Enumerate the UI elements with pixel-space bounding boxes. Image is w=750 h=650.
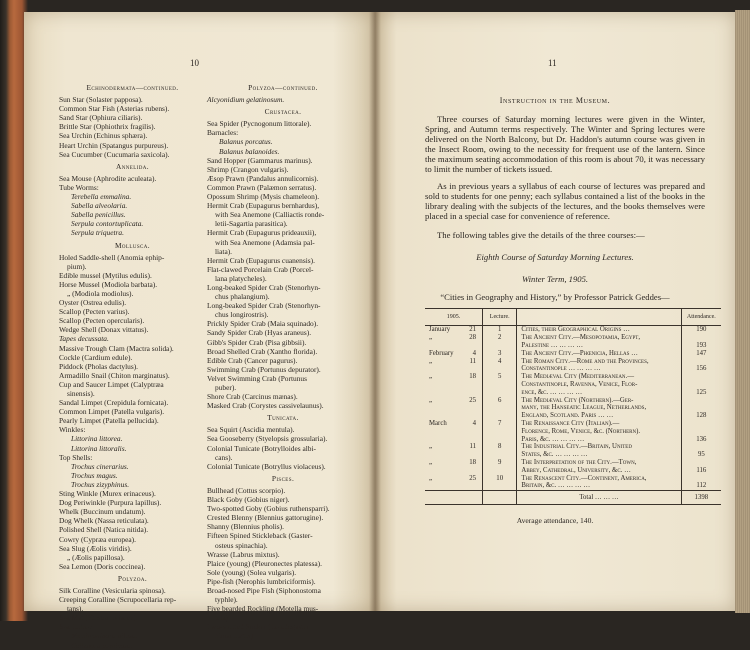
list-item: Cowry (Cypræa europea). [59, 534, 136, 544]
list-item: tans). [67, 604, 84, 614]
attendance-cell [682, 443, 721, 459]
list-item: chus longirostris). [215, 310, 269, 320]
subject-line: The Roman City.—Rome and the Provinces, [521, 357, 649, 365]
list-item: Tapes decussata. [59, 334, 109, 344]
date-cell [425, 358, 482, 366]
list-item: Flat-clawed Porcelain Crab (Porcel- [207, 264, 314, 274]
list-item: Sea Squirt (Ascidia mentula). [207, 425, 295, 435]
list-item: Cellepora pumicosa. [71, 640, 133, 650]
list-item: Common Prawn (Palæmon serratus). [207, 182, 317, 192]
list-item: Massive Trough Clam (Mactra solida). [59, 343, 174, 353]
list-item: Trochus zizyphinus. [71, 479, 130, 489]
subject-line: The Ancient City.—Phœnicia, Hellas … [521, 349, 638, 357]
list-item: Cup and Saucer Limpet (Calyptræa [59, 379, 164, 389]
attendance-cell [682, 475, 721, 491]
paragraph-3: The following tables give the details of the three courses:— [437, 230, 645, 240]
list-item: Alcyonidium gelatinosum. [207, 95, 285, 105]
list-item: lana platycheles). [215, 273, 267, 283]
course-heading: Eighth Course of Saturday Morning Lectures. [476, 252, 634, 262]
table-row [425, 397, 721, 420]
list-item: Polished Shell (Natica nitida). [59, 525, 149, 535]
list-item: Common Limpet (Patella vulgaris). [59, 407, 165, 417]
date-day: 4 [472, 419, 476, 427]
date-month: „ [429, 474, 433, 482]
attendance-value: 112 [696, 482, 707, 490]
subject-line: The Renaissance City (Italian).— [521, 419, 620, 427]
date-day: 18 [469, 458, 476, 466]
list-item: Sabella alveolaria. [71, 201, 128, 211]
list-item: Littorina littoralis. [71, 443, 127, 453]
date-cell [425, 475, 482, 483]
subject-line: The Industrial City.—Britain, United [521, 443, 632, 451]
list-item: Sea Gooseberry (Styelopsis grossularia). [207, 434, 328, 444]
list-item: Sting Winkle (Murex erinaceus). [59, 489, 156, 499]
subject-line: many, the Hanseatic League, Netherlands, [521, 404, 647, 412]
list-item: Terebella emmalina. [71, 192, 132, 202]
section-title: Instruction in the Museum. [499, 96, 611, 105]
date-month: „ [429, 458, 433, 466]
attendance-cell [682, 350, 721, 358]
list-item: Long-beaked Spider Crab (Stenorhyn- [207, 282, 321, 292]
list-item: letii-Sagartia parasitica). [215, 219, 288, 229]
subject-line: The Mediæval City (Northern).—Ger- [521, 396, 634, 404]
species-column-2 [207, 80, 359, 641]
list-item: Five bearded Rockling (Motella mus- [207, 604, 319, 614]
section-heading: Mollusca. [114, 240, 151, 250]
list-item: Sea Lemon (Doris coccinea). [59, 561, 146, 571]
section-heading: Tunicata. [267, 413, 299, 423]
section-heading: Echinodermata—continued. [86, 83, 179, 92]
subject-line: The Interpretation of the City.—Town, [521, 458, 637, 466]
table-row [425, 475, 721, 491]
list-item: Armadillo Snail (Chiton marginatus). [59, 370, 170, 380]
table-body [425, 326, 721, 490]
lecture-subject [517, 350, 681, 358]
subject-line: The Mediæval City (Mediterranean.— [521, 373, 635, 381]
lecture-number: 3 [482, 350, 517, 358]
list-item: Gibb's Spider Crab (Pisa gibbsii). [207, 337, 307, 347]
list-item: Barnacles: [207, 128, 239, 138]
date-month: „ [429, 357, 433, 365]
table-total-row [425, 490, 721, 504]
term-heading: Winter Term, 1905. [521, 274, 589, 284]
list-item: Velvet Swimming Crab (Portunus [207, 373, 307, 383]
attendance-value: 116 [696, 466, 707, 474]
list-item: pium). [67, 261, 87, 271]
header-attendance: Attendance. [686, 314, 716, 320]
lecture-number: 4 [482, 358, 517, 374]
paragraph-2: As in previous years a syllabus of each course of lectures was prepared and sold to students for one penny; each syllabus contained a list of the books in the library dealing with the subjects of the lectures, and the books themselves were placed in a special case for convenience of reference. [425, 181, 705, 222]
subject-line: ence, &c. … … … … [521, 388, 583, 396]
list-item: Pearly Limpet (Patella pellucida). [59, 416, 159, 426]
date-day: 21 [469, 326, 476, 333]
attendance-cell [682, 373, 721, 396]
list-item: Balanus balanoides. [219, 146, 280, 156]
table-row [425, 420, 721, 443]
book-gutter [369, 12, 381, 611]
date-day: 28 [469, 334, 476, 341]
list-item: Sand Hopper (Gammarus marinus). [207, 155, 313, 165]
paragraph-1: Three courses of Saturday morning lectures were given in the Winter, Spring, and Autumn terms respectively. The Winter and Spring lectures were delivered on the North Balcony, but Dr. Haddon's autumn course was given in the Insect Room, owing to the necessity for frequent use of the lantern. Since the maximum seating accommodation of this room is about 70, it was necessary to limit the number of tickets issued. [425, 114, 705, 175]
date-day: 4 [472, 349, 476, 357]
list-item: Bullhead (Cottus scorpio). [207, 485, 286, 495]
table-row [425, 334, 721, 350]
attendance-value: 147 [696, 349, 707, 357]
date-month: January [429, 326, 451, 333]
page-number-right: 11 [548, 58, 557, 68]
lecture-subject [517, 420, 681, 443]
list-item: Colonial Tunicate (Botryllus violaceus). [207, 461, 326, 471]
date-month: March [429, 419, 447, 427]
list-item: tela). [215, 613, 230, 623]
lecture-number: 7 [482, 420, 517, 443]
subject-line: States, &c. … … … … [521, 451, 588, 459]
list-item: Sea Urchin (Echinus sphæra). [59, 131, 148, 141]
list-item: Silk Coralline (Vesicularia spinosa). [59, 585, 166, 595]
table-row [425, 443, 721, 459]
attendance-cell [682, 397, 721, 420]
list-item: Hermit Crab (Eupagurus prideauxii), [207, 228, 317, 238]
subject-line: Britain, &c. … … … … [521, 482, 591, 490]
page-number-left: 10 [190, 58, 199, 68]
date-cell [425, 334, 482, 342]
list-item: Fifteen Spined Stickleback (Gaster- [207, 531, 313, 541]
list-item: Sole (young) (Solea vulgaris). [207, 567, 297, 577]
section-heading: Polyzoa—continued. [248, 83, 318, 92]
lecture-number: 8 [482, 443, 517, 459]
subject-line: Florence, Rome, Venice, &c. (Northern). [521, 427, 641, 435]
list-item: Tube Worms: [59, 182, 99, 192]
list-item: Top Shells: [59, 452, 93, 462]
date-month: „ [429, 334, 433, 341]
list-item: Cockle (Cardium edule). [59, 352, 133, 362]
attendance-value: 136 [696, 435, 707, 443]
date-cell [425, 443, 482, 451]
list-item: Sea Spider (Pycnogonum littorale). [207, 119, 312, 129]
total-value: 1398 [694, 494, 709, 502]
list-item: Wedge Shell (Donax vittatus). [59, 325, 149, 335]
subject-line: Palestine … … … … [521, 341, 584, 349]
date-cell [425, 350, 482, 358]
list-item: Swimming Crab (Portunus depurator). [207, 364, 321, 374]
list-item: Scallop (Pecten varius). [59, 307, 130, 317]
subject-line: Cities, their Geographical Origins … [521, 326, 630, 333]
list-item: osteus spinachia). [215, 540, 268, 550]
lecture-number: 1 [482, 326, 517, 334]
list-item: Whelk (Buccinum undatum). [59, 507, 146, 517]
section-heading: Annelida. [115, 161, 149, 171]
table-row [425, 350, 721, 358]
date-cell [425, 459, 482, 467]
species-column-1 [59, 80, 206, 650]
list-item: Trochus magus. [71, 470, 118, 480]
attendance-value: 95 [697, 451, 705, 459]
lecture-subject [517, 326, 681, 334]
list-item: „ (Æolis papillosa). [67, 552, 125, 562]
list-item: Sea Mouse (Aphrodite aculeata). [59, 173, 157, 183]
list-item: Æsop Prawn (Pandalus annulicornis). [207, 173, 319, 183]
list-item: Sea Lichen: [59, 622, 95, 632]
list-item: Trochus cinerarius. [71, 461, 129, 471]
date-month: „ [429, 373, 433, 381]
date-month: „ [429, 443, 433, 451]
list-item: „ (Modiola modiolus). [67, 288, 134, 298]
list-item: Heart Urchin (Spatangus purpureus). [59, 140, 169, 150]
list-item: Plaice (young) (Pleuronectes platessa). [207, 558, 322, 568]
attendance-value: 193 [696, 341, 707, 349]
date-cell [425, 373, 482, 381]
lecture-number: 2 [482, 334, 517, 350]
list-item: Littorina littorea. [71, 434, 123, 444]
date-day: 25 [469, 396, 476, 404]
list-item: Black Goby (Gobius niger). [207, 495, 290, 505]
list-item: Sandal Limpet (Crepidula fornicata). [59, 398, 169, 408]
subject-line: The Ancient City.—Mesopotamia, Egypt, [521, 334, 641, 341]
header-lecture: Lecture. [482, 309, 517, 325]
attendance-cell [682, 459, 721, 475]
lecture-subject [517, 397, 681, 420]
list-item: sinensis). [67, 389, 95, 398]
list-item: Colonial Tunicate (Botrylloides albi- [207, 443, 317, 453]
list-item: Two-spotted Goby (Gobius ruthensparri). [207, 504, 330, 514]
list-item: cans). [215, 452, 233, 462]
list-item: Edible Crab (Cancer pagurus). [207, 355, 298, 365]
list-item: Sand Star (Ophiura ciliaris). [59, 113, 143, 123]
list-item: Prickly Spider Crab (Maia squinado). [207, 319, 319, 329]
list-item: Holed Saddle-shell (Anomia ephip- [59, 252, 165, 262]
list-item: typhle). [215, 595, 238, 605]
lecture-subject [517, 475, 681, 491]
list-item: Serpula triquetra. [71, 228, 124, 238]
list-item: Hermit Crab (Eupagurus bernhardus), [207, 201, 320, 211]
list-item: Common Star Fish (Asterias rubens). [59, 104, 170, 114]
lecture-subject [517, 459, 681, 475]
date-day: 25 [469, 474, 476, 482]
lecture-subject [517, 373, 681, 396]
list-item: Membranipora pilosa. [71, 631, 138, 641]
attendance-value: 156 [696, 365, 707, 373]
list-item: Broad-nosed Pipe Fish (Siphonostoma [207, 585, 321, 595]
list-item: Dog Whelk (Nassa reticulata). [59, 516, 149, 526]
list-item: Wrasse (Labrus mixtus). [207, 549, 280, 559]
list-item: Masked Crab (Corystes cassivelaunus). [207, 401, 324, 411]
attendance-value: 190 [696, 326, 707, 334]
list-item: Two-spotted Sucker (Lepidogaster [207, 622, 310, 632]
lecture-number: 6 [482, 397, 517, 420]
date-day: 11 [469, 357, 476, 365]
date-month: February [429, 349, 454, 357]
list-item: puber). [215, 383, 237, 392]
lecture-subject [517, 443, 681, 459]
header-date: 1905. [446, 314, 461, 320]
subject-line: Abbey, Cathedral, University, &c. … [521, 466, 631, 474]
lecture-number: 10 [482, 475, 517, 491]
total-label: Total … … … [517, 491, 681, 504]
list-item: Shanny (Blennius pholis). [207, 522, 284, 532]
list-item: liata). [215, 246, 233, 256]
date-day: 18 [469, 373, 476, 381]
list-item: Winkles: [59, 425, 86, 435]
table-header [425, 309, 721, 326]
list-item: Horse Mussel (Modiola barbata). [59, 279, 158, 289]
page-edges [735, 10, 750, 613]
list-item: Scallop (Pecten opercularis). [59, 316, 145, 326]
attendance-value: 125 [696, 388, 707, 396]
lecture-number: 9 [482, 459, 517, 475]
table-row [425, 373, 721, 396]
list-item: Brittle Star (Ophiothrix fragilis). [59, 122, 156, 132]
lecture-number: 5 [482, 373, 517, 396]
list-item: chus phalangium). [215, 292, 270, 302]
list-item: Shrimp (Crangon vulgaris). [207, 164, 289, 174]
attendance-cell [682, 326, 721, 334]
list-item: Edible mussel (Mytilus edulis). [59, 270, 152, 280]
list-item: Oyster (Ostrea edulis). [59, 298, 127, 308]
right-page [375, 12, 735, 611]
list-item: Creeping Coralline (Scrupocellaria rep- [59, 595, 177, 605]
date-cell [425, 326, 482, 334]
subject-line: Paris, &c. … … … … [521, 435, 585, 443]
date-day: 11 [469, 443, 476, 451]
list-item: Balanus porcatus. [219, 137, 273, 147]
lecture-subject [517, 358, 681, 374]
table-row [425, 459, 721, 475]
list-item: Sabella penicillus. [71, 210, 126, 220]
list-item: Sea Slug (Æolis viridis). [59, 543, 132, 553]
list-item: Serpula contortuplicata. [71, 219, 144, 229]
list-item: Sea Mat (Flustra foliacea). [59, 613, 138, 623]
list-item: Sun Star (Solaster papposa). [59, 95, 143, 105]
list-item: Broad Shelled Crab (Xantho florida). [207, 346, 318, 356]
header-subject [517, 309, 681, 325]
list-item: Pipe-fish (Nerophis lumbriciformis). [207, 576, 316, 586]
list-item: Crested Blenny (Blennius gattorugine). [207, 513, 324, 523]
list-item: Sandy Spider Crab (Hyas araneus). [207, 328, 312, 338]
section-heading: Pisces. [271, 473, 295, 483]
subject-line: Constantinople, Ravenna, Venice, Flor- [521, 380, 638, 388]
section-heading: Crustacea. [264, 107, 302, 117]
table-row [425, 358, 721, 374]
subject-line: England, Scotland. Paris … … [521, 412, 614, 420]
subject-line: Constantinople … … … … [521, 365, 601, 373]
list-item: Sea Cucumber (Cucumaria saxicola). [59, 149, 170, 159]
attendance-cell [682, 358, 721, 374]
list-item: Hermit Crab (Eupagurus cuanensis). [207, 255, 315, 265]
date-month: „ [429, 396, 433, 404]
list-item: with Sea Anemone (Adamsia pal- [215, 237, 315, 247]
date-cell [425, 397, 482, 405]
table-row [425, 326, 721, 334]
list-item: Piddock (Pholas dactylus). [59, 361, 139, 371]
left-page [24, 12, 375, 650]
lectures-table [425, 308, 721, 505]
attendance-value: 128 [696, 412, 707, 420]
course-title: “Cities in Geography and History,” by Professor Patrick Geddes— [440, 292, 670, 302]
list-item: bimaculatus). [215, 631, 256, 641]
list-item: Shore Crab (Carcinus mænas). [207, 392, 298, 402]
list-item: Long-beaked Spider Crab (Stenorhyn- [207, 301, 321, 311]
section-heading: Polyzoa. [117, 573, 148, 583]
subject-line: The Renascent City.—Continent, America, [521, 474, 647, 482]
average-attendance: Average attendance, 140. [516, 516, 594, 525]
lecture-subject [517, 334, 681, 350]
list-item: Dog Periwinkle (Purpura lapillus). [59, 498, 162, 508]
list-item: Opossum Shrimp (Mysis chameleon). [207, 192, 320, 202]
attendance-cell [682, 334, 721, 350]
list-item: with Sea Anemone (Calliactis ronde- [215, 210, 325, 220]
attendance-cell [682, 420, 721, 443]
date-cell [425, 420, 482, 428]
